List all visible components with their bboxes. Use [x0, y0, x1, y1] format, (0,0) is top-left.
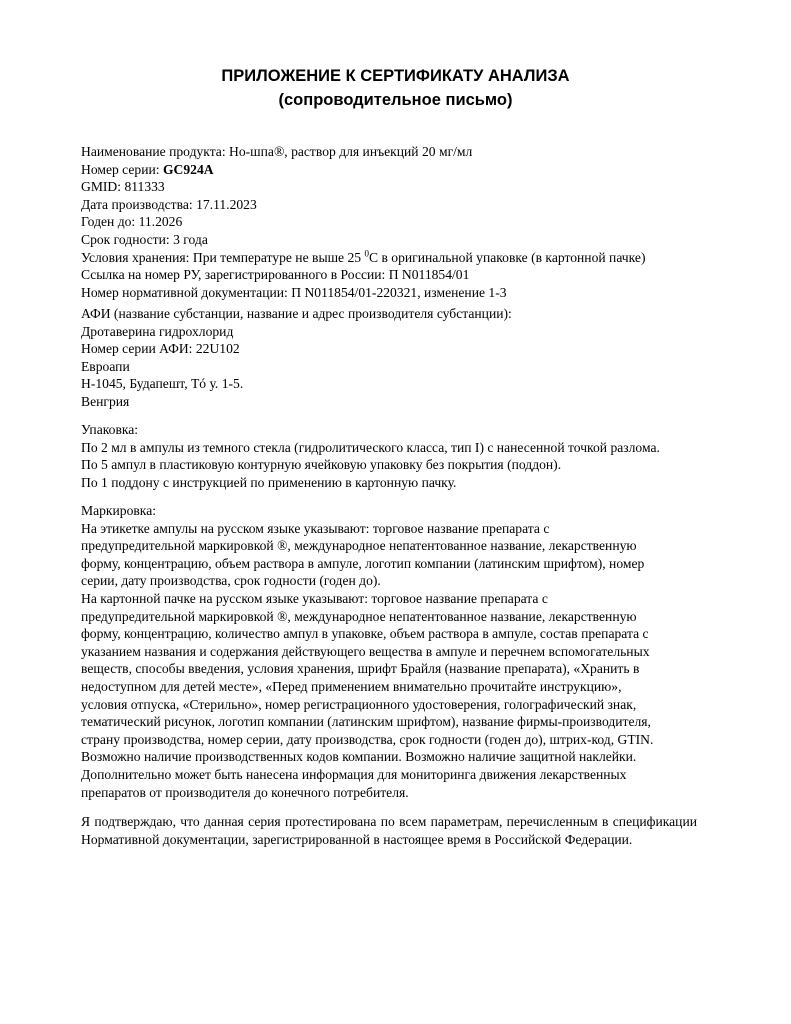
api-substance: Дротаверина гидрохлорид [81, 323, 234, 339]
batch-number-label: Номер серии: [81, 161, 160, 177]
document-header [0, 64, 791, 112]
api-manufacturer: Евроапи [81, 358, 130, 374]
batch-number-line [81, 161, 706, 179]
marking-line: тематический рисунок, логотип компании (латинским шрифтом), название фирмы-производителя, [81, 714, 651, 730]
marking-line: форму, концентрацию, объем раствора в ампуле, логотип компании (латинским шрифтом), номер [81, 555, 645, 571]
document-title: ПРИЛОЖЕНИЕ К СЕРТИФИКАТУ АНАЛИЗА [221, 67, 570, 85]
marking-line: указанием названия и содержания действующего вещества в ампуле и перечнем вспомогательных [81, 643, 650, 659]
api-address: H-1045, Будапешт, Tó у. 1-5. [81, 376, 244, 392]
storage-conditions-value-pre: При температуре не выше 25 [192, 249, 362, 265]
storage-conditions-line [81, 249, 706, 267]
api-heading: АФИ (название субстанции, название и адрес производителя субстанции): [81, 306, 512, 321]
marking-line: Дополнительно может быть нанесена информация для мониторинга движения лекарственных [81, 766, 627, 782]
marking-line: На картонной пачке на русском языке указывают: торговое название препарата с [81, 590, 548, 606]
expiry-date-line [81, 213, 706, 231]
shelf-life-line [81, 231, 706, 249]
marking-heading: Маркировка: [81, 503, 157, 518]
normative-doc-label: Номер нормативной документации: [81, 284, 288, 300]
registration-reference-label: Ссылка на номер РУ, зарегистрированного в России: [81, 267, 386, 283]
storage-conditions-value-post: С в оригинальной упаковке (в картонной пачке) [368, 249, 646, 265]
degree-superscript: 0 [364, 248, 369, 259]
product-name-line [81, 143, 706, 161]
product-name-value: Но-шпа®, раствор для инъекций 20 мг/мл [229, 144, 473, 159]
batch-number-value: GC924A [162, 161, 214, 177]
marking-line: серии, дату производства, срок годности (годен до). [81, 573, 381, 589]
product-name-label: Наименование продукта: [81, 144, 226, 159]
marking-line: препаратов от производителя до конечного потребителя. [81, 784, 409, 800]
marking-line: предупредительной маркировкой ®, международное непатентованное название, лекарственную [81, 538, 637, 554]
gmid-label: GMID: [81, 179, 122, 195]
registration-reference-value: П N011854/01 [388, 267, 470, 283]
marking-line: недоступном для детей месте», «Перед применением внимательно прочитайте инструкцию», [81, 678, 622, 694]
api-batch-line: Номер серии АФИ: 22U102 [81, 341, 240, 357]
marking-line: Возможно наличие производственных кодов компании. Возможно наличие защитной наклейки. [81, 749, 637, 765]
manufacture-date-value: 17.11.2023 [196, 196, 257, 212]
packaging-section [81, 421, 706, 491]
api-section [81, 305, 706, 411]
document-subtitle: (сопроводительное письмо) [278, 91, 513, 109]
marking-line: условия отпуска, «Стерильно», номер регистрационного удостоверения, голографический знак, [81, 696, 637, 712]
marking-line: На этикетке ампулы на русском языке указывают: торговое название препарата с [81, 520, 550, 536]
shelf-life-value: 3 года [173, 231, 208, 247]
marking-section [81, 502, 706, 801]
packaging-line: По 2 мл в ампулы из темного стекла (гидролитического класса, тип I) с нанесенной точкой разлома. [81, 439, 660, 455]
expiry-date-label: Годен до: [81, 214, 136, 230]
normative-doc-line [81, 284, 706, 302]
packaging-line: По 1 поддону с инструкцией по применению в картонную пачку. [81, 474, 457, 490]
expiry-date-value: 11.2026 [138, 214, 183, 230]
normative-doc-value: П N011854/01-220321, изменение 1-3 [291, 284, 507, 300]
packaging-heading: Упаковка: [81, 422, 139, 437]
marking-line: веществ, способы введения, условия хранения, шрифт Брайля (название препарата), «Хранить в [81, 661, 640, 677]
marking-line: форму, концентрацию, количество ампул в упаковке, объем раствора в ампуле, состав препарата с [81, 626, 649, 642]
shelf-life-label: Срок годности: [81, 231, 170, 247]
manufacture-date-line [81, 196, 706, 214]
manufacture-date-label: Дата производства: [81, 196, 193, 212]
marking-line: страну производства, номер серии, дату производства, срок годности (годен до), штрих-код, GTIN. [81, 731, 654, 747]
marking-line: предупредительной маркировкой ®, международное непатентованное название, лекарственную [81, 608, 637, 624]
storage-conditions-label: Условия хранения: [81, 249, 190, 265]
confirmation-statement: Я подтверждаю, что данная серия протестирована по всем параметрам, перечисленным в спецификации Нормативной документации, зарегистрированной в настоящее время в Российской Федерации. [81, 814, 697, 847]
api-country: Венгрия [81, 393, 130, 409]
gmid-value: 811333 [124, 179, 165, 195]
product-info-section [81, 143, 706, 301]
packaging-line: По 5 ампул в пластиковую контурную ячейковую упаковку без покрытия (поддон). [81, 457, 562, 473]
registration-reference-line [81, 266, 706, 284]
gmid-line [81, 178, 706, 196]
